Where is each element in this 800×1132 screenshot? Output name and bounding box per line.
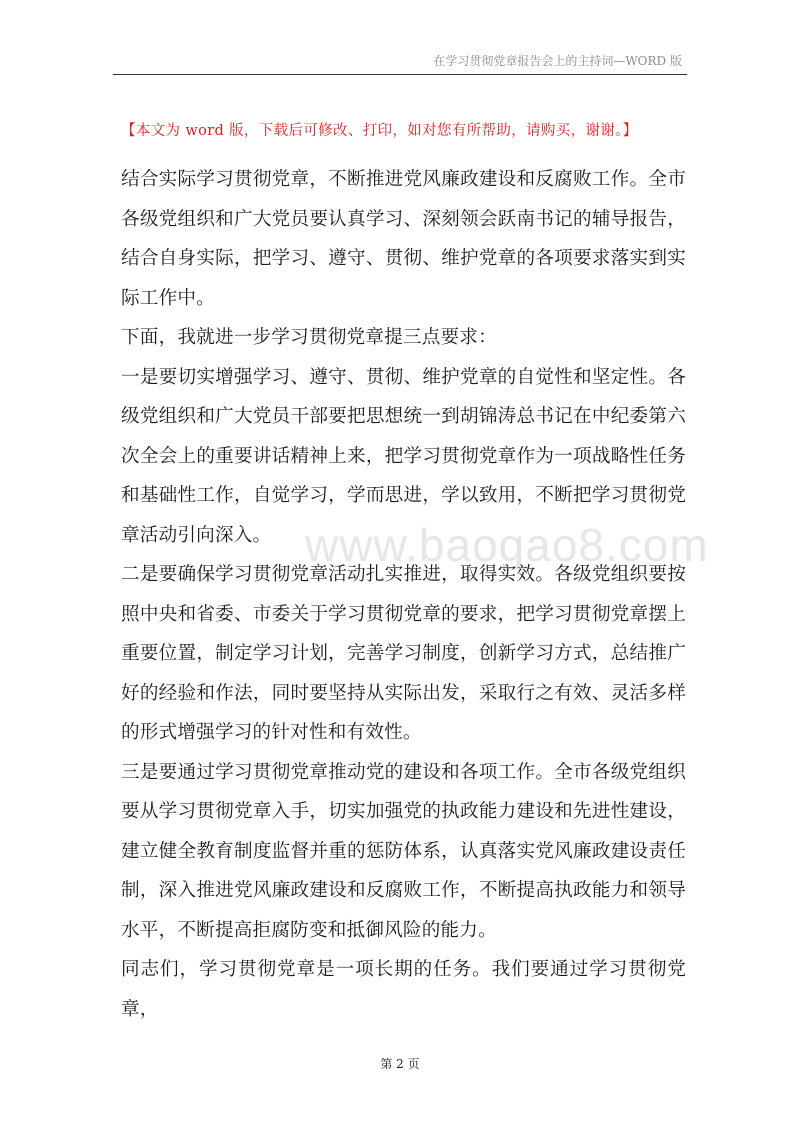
- paragraph: 一是要切实增强学习、遵守、贯彻、维护党章的自觉性和坚定性。各级党组织和广大党员干部要把思想统一到胡锦涛总书记在中纪委第六次全会上的重要讲话精神上来，把学习贯彻党章作为一项战略性任务和基础性工作，自觉学习，学而思进，学以致用，不断把学习贯彻党章活动引向深入。: [121, 366, 686, 546]
- download-notice: 【本文为 word 版，下载后可修改、打印，如对您有所帮助，请购买，谢谢。】: [121, 123, 638, 139]
- running-header: 在学习贯彻党章报告会上的主持词—WORD 版: [433, 54, 682, 68]
- watermark: www.baogao8.com: [305, 519, 709, 571]
- paragraph: 下面，我就进一步学习贯彻党章提三点要求：: [121, 327, 497, 348]
- paragraph: 三是要通过学习贯彻党章推动党的建设和各项工作。全市各级党组织要从学习贯彻党章入手，切实加强党的执政能力建设和先进性建设，建立健全教育制度监督并重的惩防体系，认真落实党风廉政建设责任制，深入推进党风廉政建设和反腐败工作，不断提高执政能力和领导水平，不断提高拒腐防变和抵御风险的能力。: [121, 761, 686, 941]
- header-divider: [113, 74, 687, 75]
- paragraph: 同志们，学习贯彻党章是一项长期的任务。我们要通过学习贯彻党章，: [121, 959, 686, 1020]
- document-body: [121, 160, 686, 1029]
- page-number: 第 2 页: [380, 1057, 420, 1071]
- paragraph: 二是要确保学习贯彻党章活动扎实推进，取得实效。各级党组织要按照中央和省委、市委关于学习贯彻党章的要求，把学习贯彻党章摆上重要位置，制定学习计划，完善学习制度，创新学习方式，总结推广好的经验和作法，同时要坚持从实际出发，采取行之有效、灵活多样的形式增强学习的针对性和有效性。: [121, 564, 686, 743]
- paragraph: 结合实际学习贯彻党章，不断推进党风廉政建设和反腐败工作。全市各级党组织和广大党员要认真学习、深刻领会跃南书记的辅导报告，结合自身实际，把学习、遵守、贯彻、维护党章的各项要求落实到实际工作中。: [121, 169, 686, 309]
